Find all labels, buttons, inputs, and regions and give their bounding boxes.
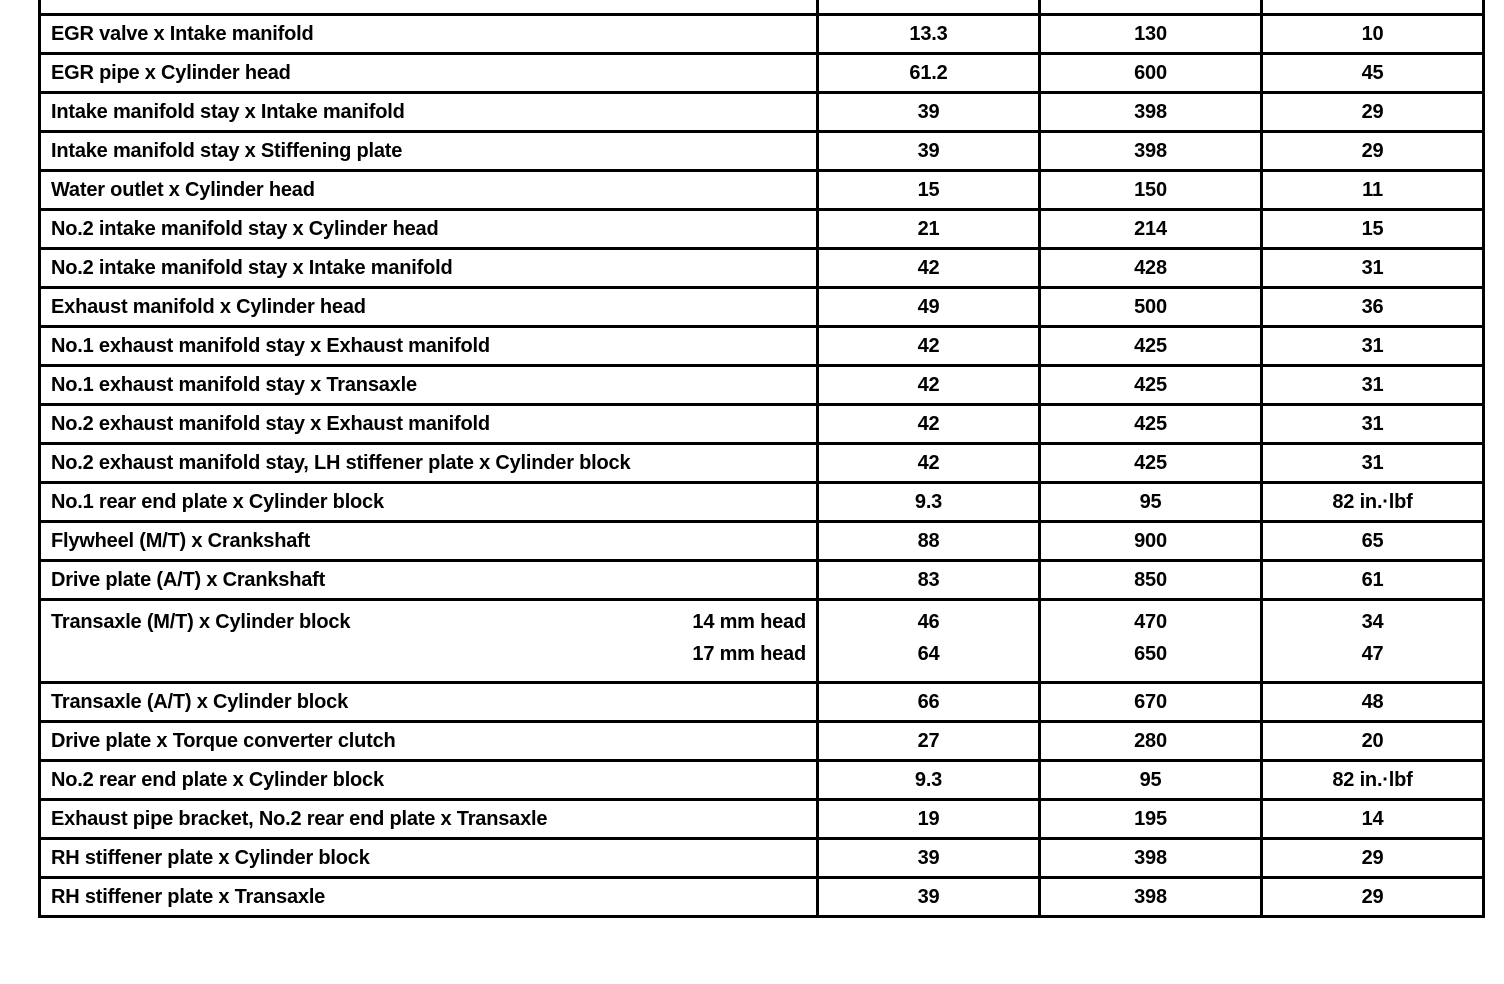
torque-kgfcm-cell: 425 [1040,444,1262,483]
part-name-cell: No.1 exhaust manifold stay x Transaxle [40,366,818,405]
part-name-cell: EGR valve x Intake manifold [40,15,818,54]
part-name-cell: No.2 intake manifold stay x Intake manifold [40,249,818,288]
table-row [40,210,1484,249]
torque-nm-cell [818,600,1040,683]
torque-kgfcm-cell: 670 [1040,683,1262,722]
bolt-head-size-label: 17 mm head [692,643,806,665]
part-name-cell: Transaxle (A/T) x Cylinder block [40,683,818,722]
torque-nm-cell: 27 [818,722,1040,761]
torque-nm-cell: 13.3 [818,15,1040,54]
table-row [40,15,1484,54]
part-name-cell: Intake manifold stay x Stiffening plate [40,132,818,171]
torque-ftlbf-cell: 10 [1262,15,1484,54]
torque-spec-table [38,0,1485,918]
torque-ftlbf-cell: 29 [1262,132,1484,171]
torque-kgfcm-cell: 95 [1040,483,1262,522]
part-name-cell: No.2 exhaust manifold stay, LH stiffener plate x Cylinder block [40,444,818,483]
torque-ftlbf-cell: 65 [1262,522,1484,561]
table-row [40,366,1484,405]
torque-kgfcm-cell: 398 [1040,93,1262,132]
part-name-cell: Water outlet x Cylinder head [40,171,818,210]
part-name-cell: No.2 intake manifold stay x Cylinder head [40,210,818,249]
torque-value: 650 [1134,643,1167,665]
torque-kgfcm-cell: 850 [1040,561,1262,600]
torque-ftlbf-cell [1262,600,1484,683]
torque-spec-table-body [40,0,1484,917]
torque-ftlbf-cell: 82 in.·lbf [1262,761,1484,800]
torque-nm-cell: 21 [818,210,1040,249]
bolt-head-size-list [692,611,806,665]
torque-ftlbf-cell: 14 [1262,800,1484,839]
torque-ftlbf-cell: 36 [1262,288,1484,327]
torque-nm-cell: 61.2 [818,54,1040,93]
table-row-cut [40,0,1484,15]
torque-kgfcm-cell: 425 [1040,405,1262,444]
table-row [40,800,1484,839]
torque-kgfcm-cell: 280 [1040,722,1262,761]
torque-kgfcm-cell [1040,600,1262,683]
part-name-cell: Exhaust manifold x Cylinder head [40,288,818,327]
torque-value: 64 [917,643,940,665]
torque-kgfcm-cell: 500 [1040,288,1262,327]
torque-value: 46 [917,611,940,633]
torque-ftlbf-cell: 31 [1262,444,1484,483]
table-row [40,327,1484,366]
torque-nm-cell: 39 [818,878,1040,917]
part-name-cell: Drive plate (A/T) x Crankshaft [40,561,818,600]
torque-nm-cell: 42 [818,327,1040,366]
torque-kgfcm-cell: 425 [1040,366,1262,405]
table-row [40,444,1484,483]
torque-kgfcm-cell: 398 [1040,132,1262,171]
torque-ftlbf-cell: 31 [1262,366,1484,405]
part-name-cell: Drive plate x Torque converter clutch [40,722,818,761]
torque-value: 470 [1134,611,1167,633]
torque-nm-cell: 42 [818,405,1040,444]
torque-ftlbf-cell: 45 [1262,54,1484,93]
part-name-cell: No.1 rear end plate x Cylinder block [40,483,818,522]
torque-ftlbf-cell: 31 [1262,249,1484,288]
torque-nm-cell: 19 [818,800,1040,839]
table-row [40,839,1484,878]
part-name-cell: EGR pipe x Cylinder head [40,54,818,93]
torque-nm-cell: 15 [818,171,1040,210]
bolt-head-size-label: 14 mm head [692,611,806,633]
torque-ftlbf-cell: 29 [1262,878,1484,917]
value-stack [1263,611,1482,665]
table-row [40,54,1484,93]
torque-kgfcm-cell: 195 [1040,800,1262,839]
torque-nm-cell: 83 [818,561,1040,600]
table-row [40,722,1484,761]
torque-nm-cell: 42 [818,444,1040,483]
torque-nm-cell: 42 [818,249,1040,288]
torque-ftlbf-cell: 11 [1262,171,1484,210]
torque-kgfcm-cell: 95 [1040,761,1262,800]
part-name-wrap [51,611,816,665]
torque-nm-cell: 42 [818,366,1040,405]
value-stack [1041,611,1260,665]
torque-kgfcm-cell: 150 [1040,171,1262,210]
torque-kgfcm-cell: 425 [1040,327,1262,366]
part-name-cell: No.1 exhaust manifold stay x Exhaust manifold [40,327,818,366]
table-row [40,132,1484,171]
torque-value: 34 [1361,611,1384,633]
cell-blank [1262,0,1484,15]
torque-kgfcm-cell: 600 [1040,54,1262,93]
value-stack [819,611,1038,665]
table-row [40,93,1484,132]
torque-ftlbf-cell: 29 [1262,839,1484,878]
torque-nm-cell: 39 [818,839,1040,878]
torque-ftlbf-cell: 15 [1262,210,1484,249]
torque-nm-cell: 39 [818,93,1040,132]
torque-kgfcm-cell: 900 [1040,522,1262,561]
torque-ftlbf-cell: 20 [1262,722,1484,761]
cell-blank [40,0,818,15]
torque-ftlbf-cell: 29 [1262,93,1484,132]
cell-blank [1040,0,1262,15]
torque-kgfcm-cell: 428 [1040,249,1262,288]
table-row [40,683,1484,722]
torque-nm-cell: 9.3 [818,761,1040,800]
part-name-cell: Flywheel (M/T) x Crankshaft [40,522,818,561]
torque-kgfcm-cell: 130 [1040,15,1262,54]
torque-nm-cell: 88 [818,522,1040,561]
torque-nm-cell: 49 [818,288,1040,327]
part-name-cell: Intake manifold stay x Intake manifold [40,93,818,132]
part-name-cell: RH stiffener plate x Transaxle [40,878,818,917]
part-name-cell: No.2 exhaust manifold stay x Exhaust manifold [40,405,818,444]
table-row-transaxle-mt [40,600,1484,683]
table-row [40,171,1484,210]
table-row [40,483,1484,522]
part-name-cell: RH stiffener plate x Cylinder block [40,839,818,878]
torque-ftlbf-cell: 31 [1262,405,1484,444]
torque-ftlbf-cell: 61 [1262,561,1484,600]
part-name-cell [40,600,818,683]
table-row [40,878,1484,917]
part-name-label: Transaxle (M/T) x Cylinder block [51,611,351,633]
part-name-cell: No.2 rear end plate x Cylinder block [40,761,818,800]
table-row [40,249,1484,288]
cell-blank [818,0,1040,15]
torque-ftlbf-cell: 48 [1262,683,1484,722]
part-name-cell: Exhaust pipe bracket, No.2 rear end plate x Transaxle [40,800,818,839]
torque-nm-cell: 39 [818,132,1040,171]
table-row [40,405,1484,444]
torque-value: 47 [1361,643,1384,665]
torque-nm-cell: 66 [818,683,1040,722]
torque-kgfcm-cell: 398 [1040,839,1262,878]
table-row [40,561,1484,600]
torque-ftlbf-cell: 31 [1262,327,1484,366]
table-row [40,288,1484,327]
table-row [40,761,1484,800]
torque-ftlbf-cell: 82 in.·lbf [1262,483,1484,522]
table-row [40,522,1484,561]
torque-kgfcm-cell: 214 [1040,210,1262,249]
torque-nm-cell: 9.3 [818,483,1040,522]
torque-kgfcm-cell: 398 [1040,878,1262,917]
